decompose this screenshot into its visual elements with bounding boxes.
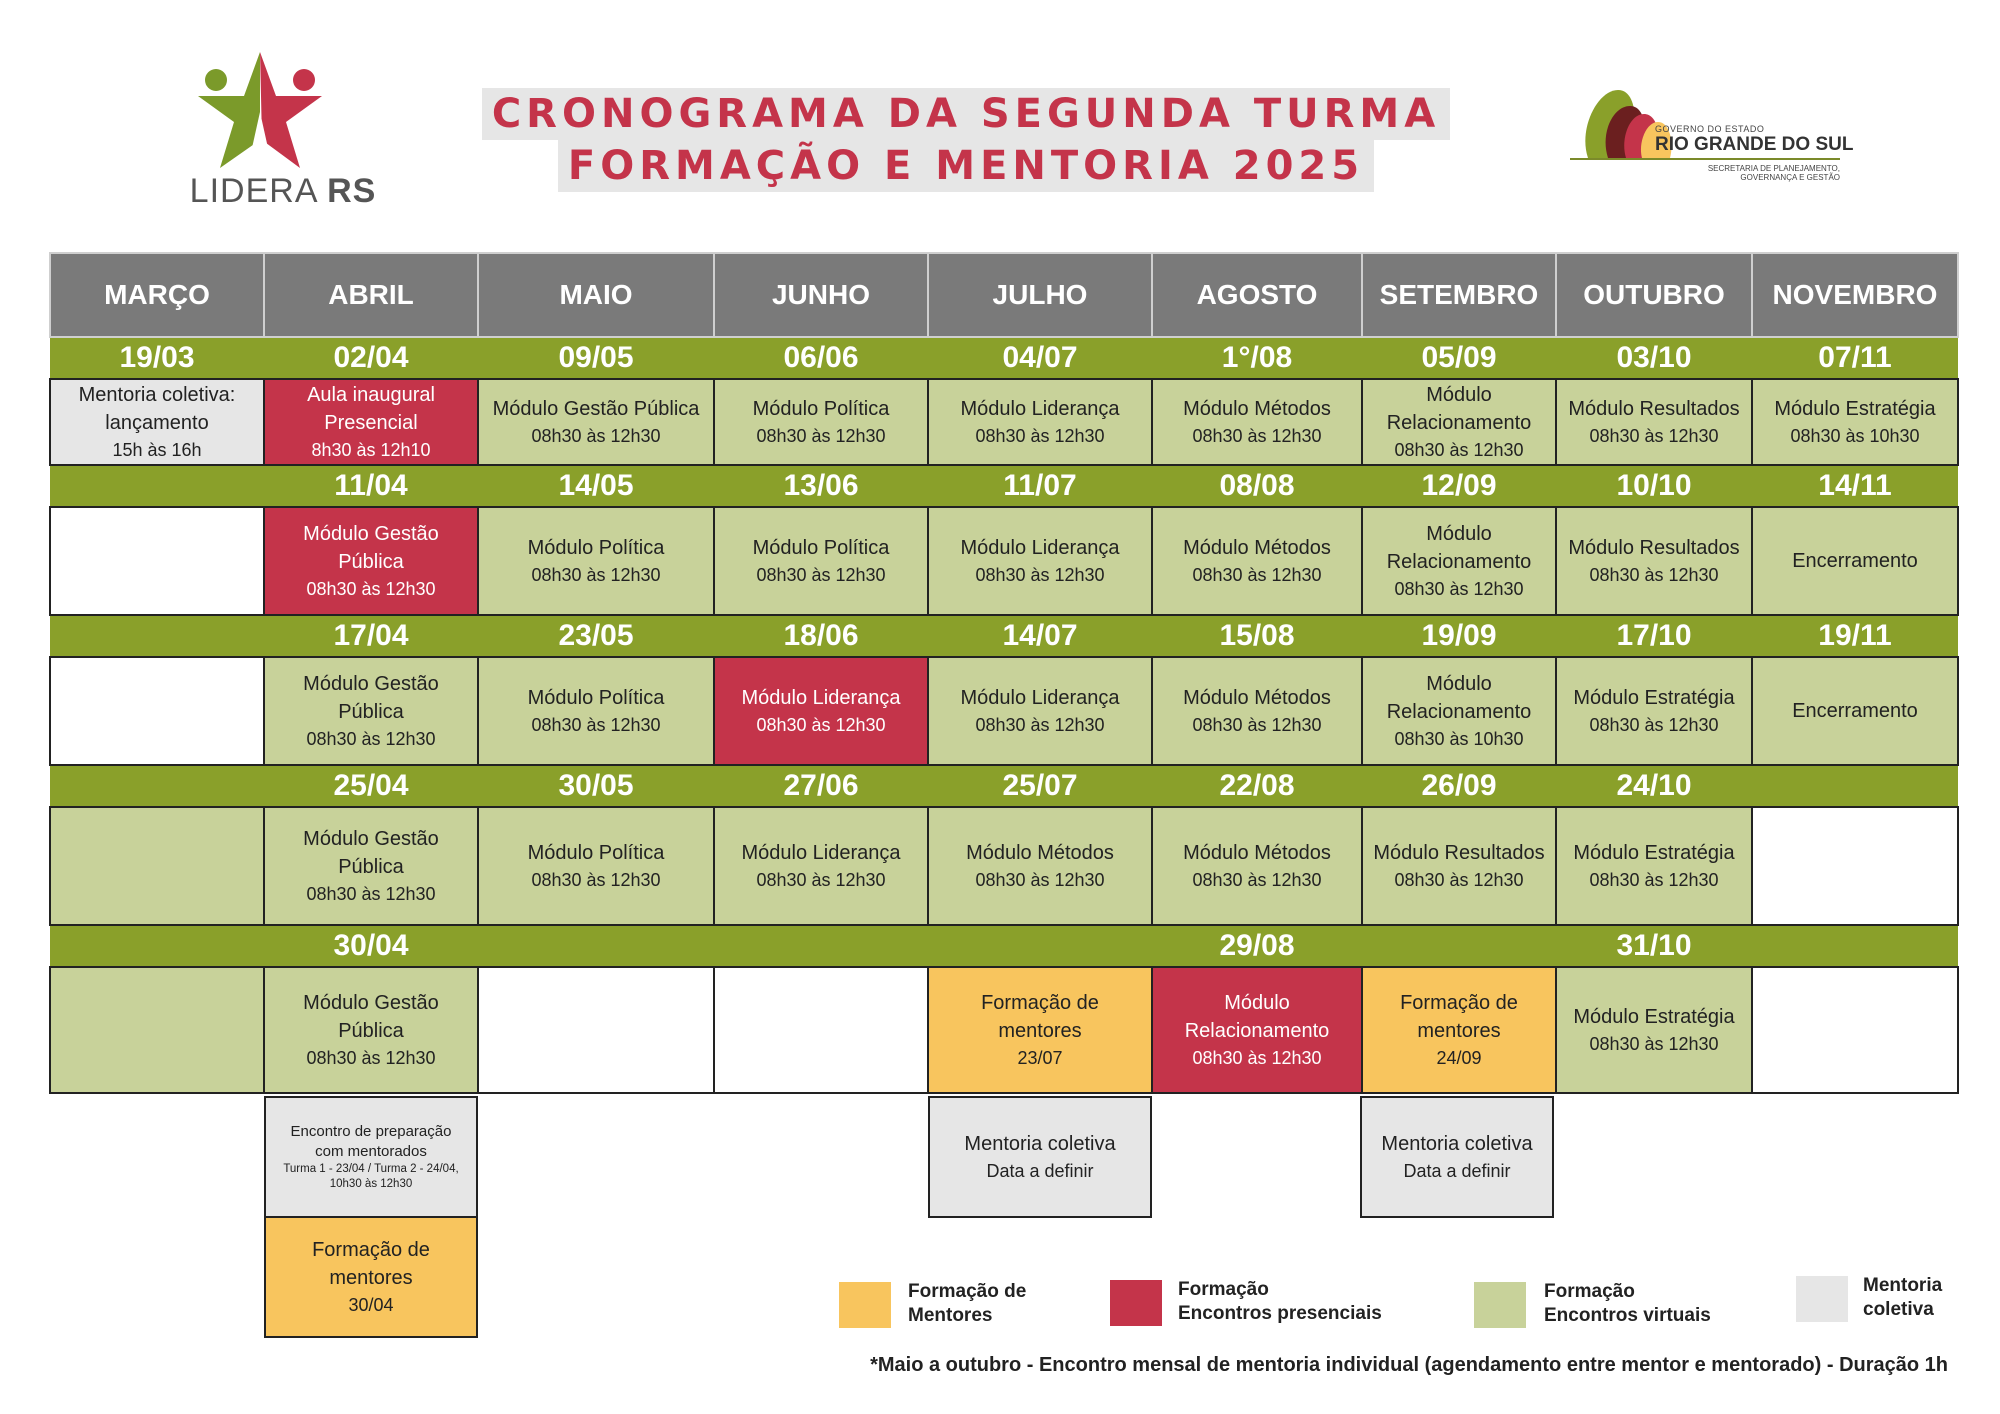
activity-title: Módulo Política	[527, 537, 665, 559]
activity-cell	[50, 807, 264, 925]
activity-cell	[1752, 379, 1958, 465]
activity-time: 08h30 às 12h30	[756, 565, 886, 585]
activity-time: 08h30 às 12h30	[1192, 426, 1322, 446]
activity-title: Módulo Liderança	[960, 687, 1120, 709]
date-cell: 12/09	[1362, 465, 1556, 507]
date-cell	[1752, 765, 1958, 807]
activity-title: Mentoria coletiva:	[78, 384, 236, 406]
activity-time: 08h30 às 12h30	[756, 715, 886, 735]
activity-title: Módulo Resultados	[1568, 537, 1740, 559]
activity-time: 08h30 às 12h30	[756, 870, 886, 890]
date-cell: 19/11	[1752, 615, 1958, 657]
activity-time: 08h30 às 12h30	[1192, 565, 1322, 585]
schedule-table	[49, 252, 1959, 1094]
activity-cell	[1362, 807, 1556, 925]
activity-time: 08h30 às 12h30	[531, 870, 661, 890]
activity-cell	[50, 657, 264, 765]
legend-label-mentoria	[1863, 1274, 1942, 1322]
activity-title: Módulo Estratégia	[1573, 687, 1735, 709]
julho-mentoria-block	[928, 1096, 1152, 1218]
activity-cell	[928, 507, 1152, 615]
activity-cell	[478, 507, 714, 615]
formacao-date: 30/04	[348, 1295, 394, 1315]
activity-title: Módulo Métodos	[1183, 398, 1331, 420]
activity-title: Módulo Métodos	[966, 842, 1114, 864]
activity-title: Módulo Estratégia	[1774, 398, 1936, 420]
month-header: OUTUBRO	[1556, 253, 1752, 337]
mentoria-line-2: Data a definir	[1403, 1161, 1511, 1181]
activity-cell	[928, 379, 1152, 465]
date-cell: 15/08	[1152, 615, 1362, 657]
activity-cell	[1556, 657, 1752, 765]
date-cell: 09/05	[478, 337, 714, 379]
date-cell	[928, 925, 1152, 967]
abril-formacao-block	[264, 1216, 478, 1338]
activity-cell	[1362, 967, 1556, 1093]
activity-time: 08h30 às 12h30	[756, 426, 886, 446]
activity-title: Pública	[338, 856, 404, 878]
date-cell: 26/09	[1362, 765, 1556, 807]
schedule-body	[50, 337, 1958, 1093]
activity-title: Módulo Estratégia	[1573, 1006, 1735, 1028]
mentoria-line-1: Mentoria coletiva	[1381, 1133, 1533, 1155]
date-cell: 19/03	[50, 337, 264, 379]
date-cell: 13/06	[714, 465, 928, 507]
government-name: RIO GRANDE DO SUL	[1655, 134, 1854, 155]
government-small-label: GOVERNO DO ESTADO	[1655, 124, 1765, 134]
date-cell: 25/04	[264, 765, 478, 807]
month-header: MARÇO	[50, 253, 264, 337]
activity-time: 08h30 às 12h30	[975, 715, 1105, 735]
date-cell: 19/09	[1362, 615, 1556, 657]
activity-title: Módulo Gestão	[303, 523, 439, 545]
date-cell	[478, 925, 714, 967]
activity-title: Módulo Liderança	[741, 842, 901, 864]
date-cell: 08/08	[1152, 465, 1362, 507]
activity-title: Formação de	[1400, 992, 1518, 1014]
date-cell: 14/11	[1752, 465, 1958, 507]
date-cell: 06/06	[714, 337, 928, 379]
date-cell: 29/08	[1152, 925, 1362, 967]
activity-time: 08h30 às 10h30	[1790, 426, 1920, 446]
footnote: *Maio a outubro - Encontro mensal de mentoria individual (agendamento entre mentor e mentorado) - Duração 1h	[870, 1354, 1948, 1376]
activity-time: 08h30 às 12h30	[1192, 1048, 1322, 1068]
activity-title: Módulo	[1426, 384, 1492, 406]
activity-cell	[264, 507, 478, 615]
secretariat-line-1: SECRETARIA DE PLANEJAMENTO,	[1707, 164, 1840, 173]
date-cell: 31/10	[1556, 925, 1752, 967]
activity-title: Módulo Métodos	[1183, 842, 1331, 864]
activity-cell	[264, 379, 478, 465]
activity-time: 08h30 às 12h30	[1394, 440, 1524, 460]
activity-time: 08h30 às 12h30	[306, 579, 436, 599]
setembro-mentoria-block	[1360, 1096, 1554, 1218]
legend-swatch-virtuais	[1474, 1282, 1526, 1328]
abril-preparation-block	[264, 1096, 478, 1218]
legend-swatch-mentoria	[1796, 1276, 1848, 1322]
date-row	[50, 925, 1958, 967]
date-cell	[1752, 925, 1958, 967]
date-cell: 07/11	[1752, 337, 1958, 379]
activity-title: Módulo Gestão Pública	[492, 398, 700, 420]
prep-line-2: com mentorados	[315, 1143, 427, 1160]
government-secretariat	[1660, 164, 1840, 182]
activity-time: 08h30 às 12h30	[975, 426, 1105, 446]
date-row	[50, 615, 1958, 657]
prep-line-4: 10h30 às 12h30	[329, 1178, 413, 1190]
legend-line: coletiva	[1863, 1299, 1934, 1320]
legend-line: Encontros virtuais	[1544, 1305, 1711, 1326]
date-cell	[50, 765, 264, 807]
activity-title: Módulo Estratégia	[1573, 842, 1735, 864]
activity-cell	[478, 967, 714, 1093]
activity-cell	[1152, 379, 1362, 465]
legend-label-virtuais	[1544, 1280, 1711, 1328]
activity-time: 8h30 às 12h10	[311, 440, 431, 460]
activity-cell	[714, 967, 928, 1093]
legend-swatch-mentores	[839, 1282, 891, 1328]
date-cell: 25/07	[928, 765, 1152, 807]
brand-name-light: LIDERA	[189, 172, 317, 210]
legend-line: Formação	[1178, 1279, 1269, 1300]
legend-label-mentores	[908, 1280, 1026, 1328]
activity-title: Módulo Métodos	[1183, 537, 1331, 559]
date-cell: 02/04	[264, 337, 478, 379]
date-cell	[1362, 925, 1556, 967]
activity-title: Encerramento	[1792, 700, 1918, 722]
activity-row	[50, 507, 1958, 615]
activity-time: 08h30 às 12h30	[1589, 715, 1719, 735]
activity-cell	[1752, 507, 1958, 615]
activity-title: lançamento	[105, 412, 209, 434]
activity-title: Módulo Gestão	[303, 673, 439, 695]
activity-title: Módulo Política	[527, 687, 665, 709]
month-header: JUNHO	[714, 253, 928, 337]
date-row	[50, 337, 1958, 379]
activity-cell	[50, 967, 264, 1093]
activity-time: 23/07	[1017, 1048, 1063, 1068]
date-cell	[50, 925, 264, 967]
activity-cell	[1556, 967, 1752, 1093]
activity-cell	[1556, 807, 1752, 925]
legend-line: Formação	[1544, 1281, 1635, 1302]
title-line-2: FORMAÇÃO E MENTORIA 2025	[558, 140, 1374, 192]
date-cell: 1°/08	[1152, 337, 1362, 379]
activity-title: Relacionamento	[1386, 551, 1532, 573]
date-cell: 22/08	[1152, 765, 1362, 807]
month-header: NOVEMBRO	[1752, 253, 1958, 337]
activity-title: Módulo Política	[527, 842, 665, 864]
legend-line: Mentores	[908, 1305, 993, 1326]
activity-title: mentores	[1417, 1020, 1501, 1042]
activity-title: Pública	[338, 551, 404, 573]
date-cell: 03/10	[1556, 337, 1752, 379]
activity-cell	[1362, 657, 1556, 765]
activity-title: Relacionamento	[1386, 412, 1532, 434]
activity-title: Aula inaugural	[307, 384, 435, 406]
activity-title: Relacionamento	[1386, 701, 1532, 723]
formacao-line-1: Formação de	[312, 1239, 430, 1261]
date-row	[50, 765, 1958, 807]
activity-cell	[1362, 379, 1556, 465]
title-line-1: CRONOGRAMA DA SEGUNDA TURMA	[482, 88, 1450, 140]
activity-cell	[478, 807, 714, 925]
month-header: SETEMBRO	[1362, 253, 1556, 337]
activity-time: 08h30 às 12h30	[1589, 565, 1719, 585]
activity-cell	[264, 807, 478, 925]
activity-row	[50, 657, 1958, 765]
legend-line: Encontros presenciais	[1178, 1303, 1382, 1324]
activity-title: Encerramento	[1792, 550, 1918, 572]
activity-cell	[1152, 507, 1362, 615]
activity-time: 08h30 às 12h30	[1192, 870, 1322, 890]
activity-time: 08h30 às 12h30	[531, 426, 661, 446]
activity-title: Pública	[338, 701, 404, 723]
date-cell: 10/10	[1556, 465, 1752, 507]
activity-cell	[50, 507, 264, 615]
activity-title: Módulo	[1426, 673, 1492, 695]
date-cell: 30/04	[264, 925, 478, 967]
activity-time: 15h às 16h	[112, 440, 202, 460]
activity-title: Módulo Política	[752, 398, 890, 420]
activity-title: Presencial	[324, 412, 418, 434]
activity-time: 08h30 às 12h30	[975, 565, 1105, 585]
activity-cell	[1752, 967, 1958, 1093]
prep-line-1: Encontro de preparação	[290, 1123, 452, 1140]
activity-cell	[714, 807, 928, 925]
date-cell: 27/06	[714, 765, 928, 807]
activity-title: Módulo Política	[752, 537, 890, 559]
activity-time: 08h30 às 12h30	[1192, 715, 1322, 735]
date-cell	[50, 615, 264, 657]
prep-line-3: Turma 1 - 23/04 / Turma 2 - 24/04,	[283, 1163, 459, 1175]
date-row	[50, 465, 1958, 507]
activity-time: 08h30 às 12h30	[1589, 870, 1719, 890]
activity-cell	[264, 657, 478, 765]
date-cell: 11/07	[928, 465, 1152, 507]
date-cell: 24/10	[1556, 765, 1752, 807]
month-header-row	[50, 253, 1958, 337]
activity-cell	[714, 379, 928, 465]
date-cell	[50, 465, 264, 507]
legend-label-presenciais	[1178, 1278, 1382, 1326]
activity-cell	[1752, 807, 1958, 925]
month-header: AGOSTO	[1152, 253, 1362, 337]
legend-line: Mentoria	[1863, 1275, 1943, 1296]
secretariat-line-2: GOVERNANÇA E GESTÃO	[1740, 173, 1840, 182]
date-cell: 04/07	[928, 337, 1152, 379]
activity-cell	[928, 657, 1152, 765]
activity-time: 24/09	[1436, 1048, 1482, 1068]
legend-swatch-presenciais	[1110, 1280, 1162, 1326]
activity-cell	[1752, 657, 1958, 765]
activity-cell	[714, 657, 928, 765]
mentoria-line-1: Mentoria coletiva	[964, 1133, 1116, 1155]
date-cell: 23/05	[478, 615, 714, 657]
date-cell	[714, 925, 928, 967]
activity-time: 08h30 às 10h30	[1394, 729, 1524, 749]
activity-title: Módulo	[1224, 992, 1290, 1014]
activity-cell	[478, 657, 714, 765]
activity-row	[50, 379, 1958, 465]
activity-time: 08h30 às 12h30	[1394, 579, 1524, 599]
date-cell: 05/09	[1362, 337, 1556, 379]
activity-time: 08h30 às 12h30	[531, 565, 661, 585]
activity-time: 08h30 às 12h30	[1394, 870, 1524, 890]
date-cell: 17/10	[1556, 615, 1752, 657]
government-divider	[1570, 158, 1840, 160]
activity-time: 08h30 às 12h30	[306, 884, 436, 904]
activity-title: Módulo Métodos	[1183, 687, 1331, 709]
legend-line: Formação de	[908, 1281, 1027, 1302]
page-title	[476, 88, 1456, 192]
mentoria-line-2: Data a definir	[986, 1161, 1094, 1181]
activity-title: Módulo Gestão	[303, 828, 439, 850]
activity-cell	[928, 807, 1152, 925]
activity-cell	[714, 507, 928, 615]
activity-cell	[1152, 657, 1362, 765]
activity-title: Módulo Gestão	[303, 992, 439, 1014]
activity-cell	[50, 379, 264, 465]
activity-row	[50, 967, 1958, 1093]
activity-title: Módulo Liderança	[960, 537, 1120, 559]
activity-title: Formação de	[981, 992, 1099, 1014]
activity-title: Pública	[338, 1020, 404, 1042]
activity-cell	[1556, 379, 1752, 465]
activity-cell	[928, 967, 1152, 1093]
activity-title: Módulo Resultados	[1568, 398, 1740, 420]
activity-cell	[264, 967, 478, 1093]
activity-cell	[478, 379, 714, 465]
activity-cell	[1152, 807, 1362, 925]
activity-time: 08h30 às 12h30	[1589, 1034, 1719, 1054]
date-cell: 30/05	[478, 765, 714, 807]
date-cell: 14/05	[478, 465, 714, 507]
activity-title: Módulo Resultados	[1373, 842, 1545, 864]
month-header: JULHO	[928, 253, 1152, 337]
month-header: ABRIL	[264, 253, 478, 337]
activity-row	[50, 807, 1958, 925]
activity-cell	[1556, 507, 1752, 615]
activity-time: 08h30 às 12h30	[306, 1048, 436, 1068]
activity-title: Relacionamento	[1184, 1020, 1330, 1042]
date-cell: 18/06	[714, 615, 928, 657]
activity-time: 08h30 às 12h30	[1589, 426, 1719, 446]
activity-cell	[1362, 507, 1556, 615]
lidera-rs-wordmark	[188, 172, 378, 211]
brand-name-bold: RS	[327, 172, 377, 210]
activity-time: 08h30 às 12h30	[531, 715, 661, 735]
activity-time: 08h30 às 12h30	[306, 729, 436, 749]
activity-title: Módulo Liderança	[960, 398, 1120, 420]
date-cell: 17/04	[264, 615, 478, 657]
date-cell: 11/04	[264, 465, 478, 507]
activity-time: 08h30 às 12h30	[975, 870, 1105, 890]
activity-title: mentores	[998, 1020, 1082, 1042]
date-cell: 14/07	[928, 615, 1152, 657]
formacao-line-2: mentores	[329, 1267, 413, 1289]
month-header: MAIO	[478, 253, 714, 337]
activity-title: Módulo	[1426, 523, 1492, 545]
activity-cell	[1152, 967, 1362, 1093]
activity-title: Módulo Liderança	[741, 687, 901, 709]
